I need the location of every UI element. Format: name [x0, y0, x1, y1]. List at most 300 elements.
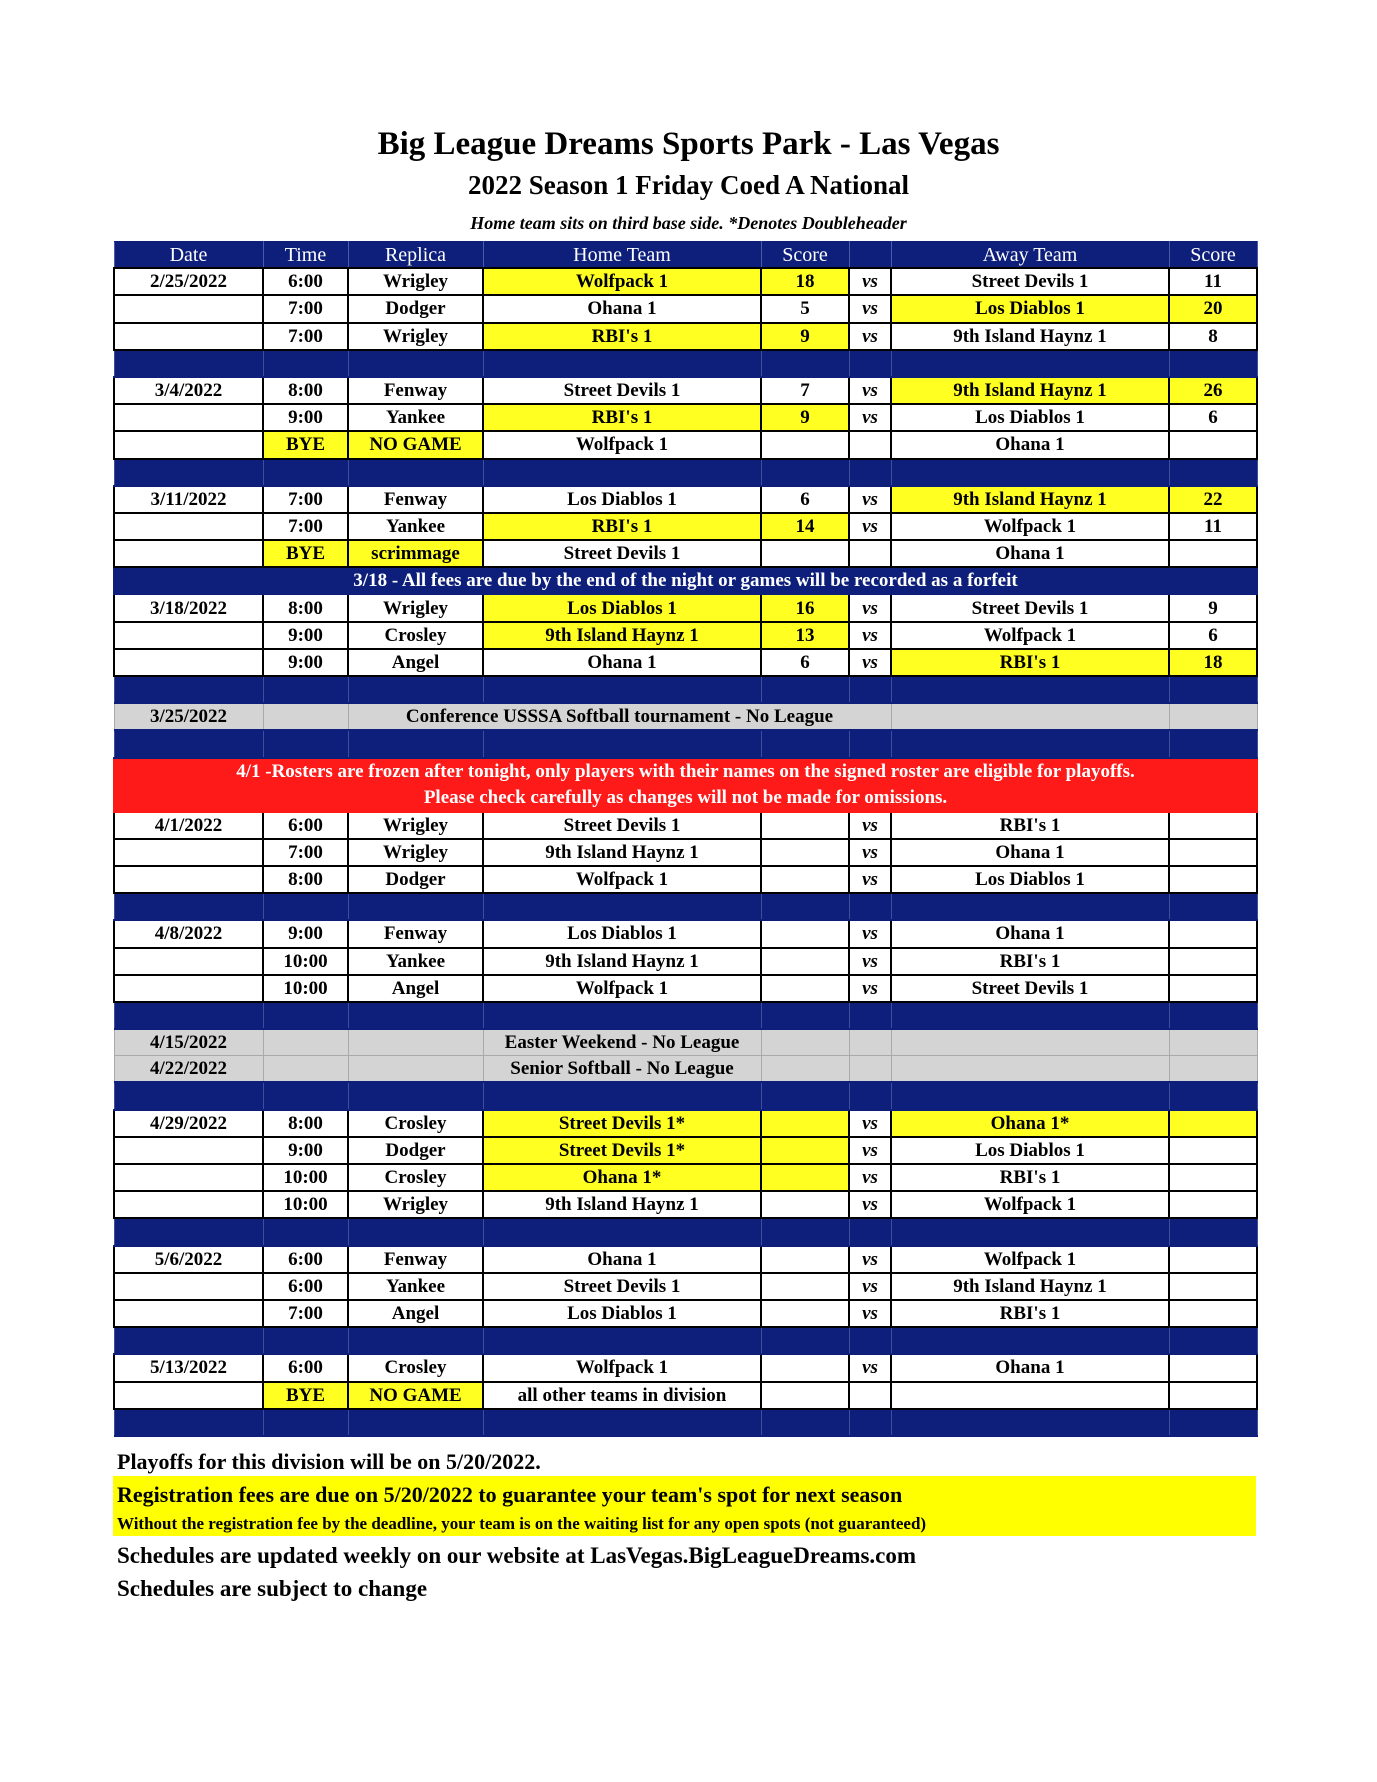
- field-replica: Dodger: [348, 1137, 483, 1164]
- game-row: [114, 377, 1257, 404]
- separator-row: [114, 1002, 1257, 1029]
- away-team: 9th Island Haynz 1: [891, 377, 1169, 404]
- home-score: 9: [761, 323, 849, 350]
- separator-cell: [348, 730, 483, 757]
- game-date: [114, 1273, 263, 1300]
- home-score: [761, 1246, 849, 1273]
- bye-row: [114, 1382, 1257, 1409]
- separator-row: [114, 893, 1257, 920]
- separator-cell: [891, 1082, 1169, 1109]
- game-row: [114, 1246, 1257, 1273]
- home-team: Street Devils 1: [483, 377, 761, 404]
- empty-cell: [1169, 1056, 1257, 1083]
- away-score: [1169, 1137, 1257, 1164]
- vs-label: vs: [849, 1246, 891, 1273]
- vs-label: vs: [849, 1300, 891, 1327]
- home-team: Street Devils 1: [483, 540, 761, 567]
- game-time: 6:00: [263, 1354, 348, 1381]
- home-team: Wolfpack 1: [483, 268, 761, 295]
- separator-cell: [483, 1082, 761, 1109]
- away-score: [1169, 1164, 1257, 1191]
- home-team: RBI's 1: [483, 404, 761, 431]
- game-row: [114, 1164, 1257, 1191]
- home-team: Ohana 1: [483, 295, 761, 322]
- empty-cell: [761, 1029, 849, 1056]
- game-date: [114, 1300, 263, 1327]
- field-replica: Crosley: [348, 1110, 483, 1137]
- header-away-score: Score: [1169, 242, 1257, 269]
- separator-cell: [1169, 1327, 1257, 1354]
- separator-cell: [348, 1218, 483, 1245]
- separator-cell: [761, 676, 849, 703]
- home-score: 18: [761, 268, 849, 295]
- separator-row: [114, 1082, 1257, 1109]
- no-league-note: Easter Weekend - No League: [483, 1029, 761, 1056]
- vs-label: [849, 1382, 891, 1409]
- home-score: 6: [761, 486, 849, 513]
- field-replica: Fenway: [348, 486, 483, 513]
- away-team: Ohana 1: [891, 540, 1169, 567]
- away-team: Ohana 1: [891, 1354, 1169, 1381]
- game-date: 4/1/2022: [114, 812, 263, 839]
- vs-label: vs: [849, 1137, 891, 1164]
- game-date: [114, 295, 263, 322]
- separator-row: [114, 1327, 1257, 1354]
- game-row: [114, 404, 1257, 431]
- game-row: [114, 513, 1257, 540]
- game-time: 6:00: [263, 1246, 348, 1273]
- field-replica: Wrigley: [348, 323, 483, 350]
- separator-cell: [849, 730, 891, 757]
- game-date: [114, 1137, 263, 1164]
- separator-cell: [114, 1409, 263, 1436]
- separator-cell: [1169, 1218, 1257, 1245]
- home-team: Wolfpack 1: [483, 1354, 761, 1381]
- home-score: [761, 540, 849, 567]
- field-replica: Wrigley: [348, 812, 483, 839]
- header-home-score: Score: [761, 242, 849, 269]
- vs-label: vs: [849, 1354, 891, 1381]
- game-date: [114, 948, 263, 975]
- registration-subnote: Without the registration fee by the deadline, your team is on the waiting list for any open spots (not guaranteed): [117, 1514, 927, 1533]
- separator-cell: [761, 730, 849, 757]
- away-score: [1169, 839, 1257, 866]
- separator-cell: [263, 459, 348, 486]
- separator-cell: [891, 893, 1169, 920]
- home-score: [761, 1137, 849, 1164]
- separator-cell: [483, 1327, 761, 1354]
- game-date: [114, 866, 263, 893]
- header-time: Time: [263, 242, 348, 269]
- empty-cell: [1169, 1029, 1257, 1056]
- field-replica: Angel: [348, 1300, 483, 1327]
- away-score: [1169, 866, 1257, 893]
- empty-cell: [263, 1029, 348, 1056]
- separator-cell: [1169, 730, 1257, 757]
- home-score: 14: [761, 513, 849, 540]
- home-team: Los Diablos 1: [483, 486, 761, 513]
- game-date: [114, 323, 263, 350]
- game-row: [114, 812, 1257, 839]
- game-time: 6:00: [263, 1273, 348, 1300]
- vs-label: vs: [849, 839, 891, 866]
- home-team: Street Devils 1: [483, 812, 761, 839]
- game-date: [114, 431, 263, 458]
- field-replica: Wrigley: [348, 594, 483, 621]
- away-team: RBI's 1: [891, 948, 1169, 975]
- vs-label: [849, 540, 891, 567]
- vs-label: vs: [849, 812, 891, 839]
- field-replica: Yankee: [348, 948, 483, 975]
- separator-cell: [263, 350, 348, 377]
- separator-row: [114, 1218, 1257, 1245]
- home-team: Wolfpack 1: [483, 975, 761, 1002]
- vs-label: vs: [849, 486, 891, 513]
- separator-cell: [849, 893, 891, 920]
- home-score: [761, 1191, 849, 1218]
- away-team: RBI's 1: [891, 649, 1169, 676]
- game-time: 7:00: [263, 839, 348, 866]
- separator-cell: [263, 730, 348, 757]
- field-replica: Fenway: [348, 377, 483, 404]
- field-replica: Wrigley: [348, 268, 483, 295]
- home-team: 9th Island Haynz 1: [483, 948, 761, 975]
- separator-cell: [891, 1327, 1169, 1354]
- field-replica: Wrigley: [348, 839, 483, 866]
- game-row: [114, 1354, 1257, 1381]
- away-score: [1169, 1191, 1257, 1218]
- game-row: [114, 1137, 1257, 1164]
- away-score: [1169, 975, 1257, 1002]
- away-score: [1169, 1382, 1257, 1409]
- home-score: 13: [761, 622, 849, 649]
- playoffs-note: Playoffs for this division will be on 5/20/2022.: [117, 1449, 541, 1474]
- away-score: [1169, 948, 1257, 975]
- game-row: [114, 268, 1257, 295]
- game-row: [114, 649, 1257, 676]
- away-team: Ohana 1: [891, 431, 1169, 458]
- field-replica: Dodger: [348, 866, 483, 893]
- header-row: [114, 242, 1257, 269]
- empty-cell: [263, 1056, 348, 1083]
- home-score: [761, 975, 849, 1002]
- separator-cell: [348, 1327, 483, 1354]
- game-date: 3/4/2022: [114, 377, 263, 404]
- separator-cell: [761, 459, 849, 486]
- game-date: 4/15/2022: [114, 1029, 263, 1056]
- home-score: [761, 431, 849, 458]
- separator-cell: [114, 1082, 263, 1109]
- separator-row: [114, 459, 1257, 486]
- field-replica: Wrigley: [348, 1191, 483, 1218]
- separator-cell: [761, 1082, 849, 1109]
- home-score: [761, 839, 849, 866]
- game-date: [114, 540, 263, 567]
- separator-cell: [114, 350, 263, 377]
- header-home-team: Home Team: [483, 242, 761, 269]
- separator-cell: [761, 350, 849, 377]
- separator-cell: [849, 1409, 891, 1436]
- separator-cell: [348, 1082, 483, 1109]
- no-league-note: Conference USSSA Softball tournament - No League: [348, 703, 891, 730]
- home-score: 7: [761, 377, 849, 404]
- separator-cell: [761, 893, 849, 920]
- separator-cell: [114, 676, 263, 703]
- separator-cell: [761, 1409, 849, 1436]
- roster-banner: [114, 758, 1257, 812]
- game-row: [114, 975, 1257, 1002]
- home-team: 9th Island Haynz 1: [483, 839, 761, 866]
- home-score: 16: [761, 594, 849, 621]
- roster-banner-line-1: 4/1 -Rosters are frozen after tonight, only players with their names on the signed roster are eligible for playoffs.: [236, 760, 1135, 782]
- field-replica: Fenway: [348, 920, 483, 947]
- game-time: BYE: [263, 431, 348, 458]
- vs-label: vs: [849, 295, 891, 322]
- vs-label: vs: [849, 649, 891, 676]
- empty-cell: [849, 1029, 891, 1056]
- fees-banner-row: [114, 567, 1257, 594]
- separator-cell: [891, 350, 1169, 377]
- vs-label: vs: [849, 866, 891, 893]
- field-replica: Yankee: [348, 1273, 483, 1300]
- schedule-table: [113, 241, 1258, 1437]
- vs-label: vs: [849, 1110, 891, 1137]
- separator-cell: [263, 676, 348, 703]
- away-score: [1169, 812, 1257, 839]
- game-time: 10:00: [263, 1164, 348, 1191]
- empty-cell: [891, 1029, 1169, 1056]
- home-team: Los Diablos 1: [483, 1300, 761, 1327]
- away-team: RBI's 1: [891, 812, 1169, 839]
- empty-cell: [1169, 703, 1257, 730]
- empty-cell: [849, 1056, 891, 1083]
- separator-cell: [849, 676, 891, 703]
- separator-cell: [114, 459, 263, 486]
- away-team: Street Devils 1: [891, 594, 1169, 621]
- home-score: [761, 920, 849, 947]
- separator-cell: [1169, 893, 1257, 920]
- vs-label: vs: [849, 1191, 891, 1218]
- game-date: [114, 1191, 263, 1218]
- separator-cell: [1169, 1002, 1257, 1029]
- away-score: 9: [1169, 594, 1257, 621]
- roster-banner-line-2: Please check carefully as changes will not be made for omissions.: [423, 786, 948, 808]
- header-replica: Replica: [348, 242, 483, 269]
- separator-cell: [849, 1218, 891, 1245]
- separator-cell: [348, 459, 483, 486]
- game-row: [114, 486, 1257, 513]
- separator-cell: [1169, 459, 1257, 486]
- game-time: 7:00: [263, 323, 348, 350]
- away-score: [1169, 1354, 1257, 1381]
- away-team: Wolfpack 1: [891, 513, 1169, 540]
- game-time: 9:00: [263, 622, 348, 649]
- game-time: 9:00: [263, 649, 348, 676]
- game-time: 7:00: [263, 513, 348, 540]
- separator-cell: [263, 1409, 348, 1436]
- vs-label: vs: [849, 404, 891, 431]
- game-time: 7:00: [263, 1300, 348, 1327]
- empty-cell: [761, 1056, 849, 1083]
- vs-label: vs: [849, 513, 891, 540]
- game-date: 4/29/2022: [114, 1110, 263, 1137]
- away-team: Street Devils 1: [891, 268, 1169, 295]
- game-time: 9:00: [263, 1137, 348, 1164]
- separator-cell: [1169, 1082, 1257, 1109]
- home-team: Los Diablos 1: [483, 594, 761, 621]
- game-date: 5/6/2022: [114, 1246, 263, 1273]
- separator-cell: [891, 1218, 1169, 1245]
- home-score: [761, 1382, 849, 1409]
- away-score: 18: [1169, 649, 1257, 676]
- away-team: [891, 1382, 1169, 1409]
- away-score: 11: [1169, 268, 1257, 295]
- game-date: [114, 513, 263, 540]
- separator-row: [114, 676, 1257, 703]
- separator-cell: [483, 350, 761, 377]
- vs-label: vs: [849, 268, 891, 295]
- away-team: RBI's 1: [891, 1300, 1169, 1327]
- vs-label: vs: [849, 323, 891, 350]
- header-vs: [849, 242, 891, 269]
- bye-row: [114, 431, 1257, 458]
- game-date: [114, 622, 263, 649]
- separator-row: [114, 730, 1257, 757]
- away-score: [1169, 1300, 1257, 1327]
- vs-label: vs: [849, 948, 891, 975]
- field-replica: scrimmage: [348, 540, 483, 567]
- home-score: [761, 1354, 849, 1381]
- away-score: [1169, 1273, 1257, 1300]
- away-team: Ohana 1: [891, 839, 1169, 866]
- game-time: 9:00: [263, 920, 348, 947]
- home-score: [761, 1110, 849, 1137]
- away-score: [1169, 920, 1257, 947]
- home-team: Ohana 1: [483, 1246, 761, 1273]
- away-team: Street Devils 1: [891, 975, 1169, 1002]
- home-team: 9th Island Haynz 1: [483, 622, 761, 649]
- separator-cell: [891, 1409, 1169, 1436]
- game-row: [114, 1273, 1257, 1300]
- game-row: [114, 866, 1257, 893]
- home-team: all other teams in division: [483, 1382, 761, 1409]
- separator-cell: [483, 730, 761, 757]
- game-row: [114, 1110, 1257, 1137]
- empty-cell: [348, 1056, 483, 1083]
- separator-cell: [849, 1082, 891, 1109]
- separator-cell: [849, 1327, 891, 1354]
- game-time: BYE: [263, 1382, 348, 1409]
- home-team: Street Devils 1*: [483, 1110, 761, 1137]
- game-row: [114, 1191, 1257, 1218]
- game-time: BYE: [263, 540, 348, 567]
- separator-cell: [114, 1002, 263, 1029]
- away-team: Los Diablos 1: [891, 404, 1169, 431]
- field-replica: Crosley: [348, 1354, 483, 1381]
- roster-banner-row: [114, 758, 1257, 812]
- game-time: 10:00: [263, 975, 348, 1002]
- game-date: [114, 649, 263, 676]
- vs-label: vs: [849, 377, 891, 404]
- away-score: [1169, 1246, 1257, 1273]
- field-replica: Crosley: [348, 622, 483, 649]
- home-team: 9th Island Haynz 1: [483, 1191, 761, 1218]
- away-team: 9th Island Haynz 1: [891, 323, 1169, 350]
- separator-cell: [114, 1327, 263, 1354]
- separator-cell: [114, 730, 263, 757]
- away-score: 6: [1169, 622, 1257, 649]
- game-time: 9:00: [263, 404, 348, 431]
- home-score: 9: [761, 404, 849, 431]
- game-date: [114, 1382, 263, 1409]
- home-score: [761, 866, 849, 893]
- away-score: 11: [1169, 513, 1257, 540]
- no-league-row: [114, 703, 1257, 730]
- separator-cell: [1169, 676, 1257, 703]
- field-replica: Yankee: [348, 404, 483, 431]
- no-league-row: [114, 1029, 1257, 1056]
- separator-cell: [849, 350, 891, 377]
- vs-label: vs: [849, 1164, 891, 1191]
- home-score: [761, 1300, 849, 1327]
- separator-cell: [761, 1002, 849, 1029]
- separator-cell: [348, 893, 483, 920]
- game-row: [114, 948, 1257, 975]
- game-row: [114, 920, 1257, 947]
- game-date: [114, 839, 263, 866]
- page-title: Big League Dreams Sports Park - Las Vegas: [377, 126, 1000, 162]
- separator-cell: [263, 1218, 348, 1245]
- separator-cell: [483, 459, 761, 486]
- field-replica: Dodger: [348, 295, 483, 322]
- home-score: [761, 948, 849, 975]
- away-team: Los Diablos 1: [891, 1137, 1169, 1164]
- separator-cell: [761, 1327, 849, 1354]
- away-score: 20: [1169, 295, 1257, 322]
- bye-row: [114, 540, 1257, 567]
- game-date: 3/25/2022: [114, 703, 263, 730]
- game-date: [114, 404, 263, 431]
- home-team: Street Devils 1: [483, 1273, 761, 1300]
- separator-cell: [483, 1218, 761, 1245]
- home-score: [761, 812, 849, 839]
- home-team: RBI's 1: [483, 323, 761, 350]
- registration-note: Registration fees are due on 5/20/2022 to guarantee your team's spot for next season: [117, 1482, 903, 1507]
- separator-cell: [1169, 1409, 1257, 1436]
- away-team: Wolfpack 1: [891, 1191, 1169, 1218]
- separator-cell: [891, 676, 1169, 703]
- home-team: Ohana 1: [483, 649, 761, 676]
- home-team: RBI's 1: [483, 513, 761, 540]
- empty-cell: [891, 703, 1169, 730]
- away-score: 22: [1169, 486, 1257, 513]
- separator-cell: [348, 350, 483, 377]
- field-replica: Angel: [348, 649, 483, 676]
- separator-cell: [483, 893, 761, 920]
- separator-cell: [263, 1327, 348, 1354]
- away-score: [1169, 1110, 1257, 1137]
- game-row: [114, 1300, 1257, 1327]
- away-team: Los Diablos 1: [891, 295, 1169, 322]
- separator-row: [114, 1409, 1257, 1436]
- game-row: [114, 295, 1257, 322]
- game-time: 7:00: [263, 295, 348, 322]
- separator-row: [114, 350, 1257, 377]
- game-row: [114, 323, 1257, 350]
- game-time: 6:00: [263, 812, 348, 839]
- away-team: 9th Island Haynz 1: [891, 1273, 1169, 1300]
- separator-cell: [483, 1409, 761, 1436]
